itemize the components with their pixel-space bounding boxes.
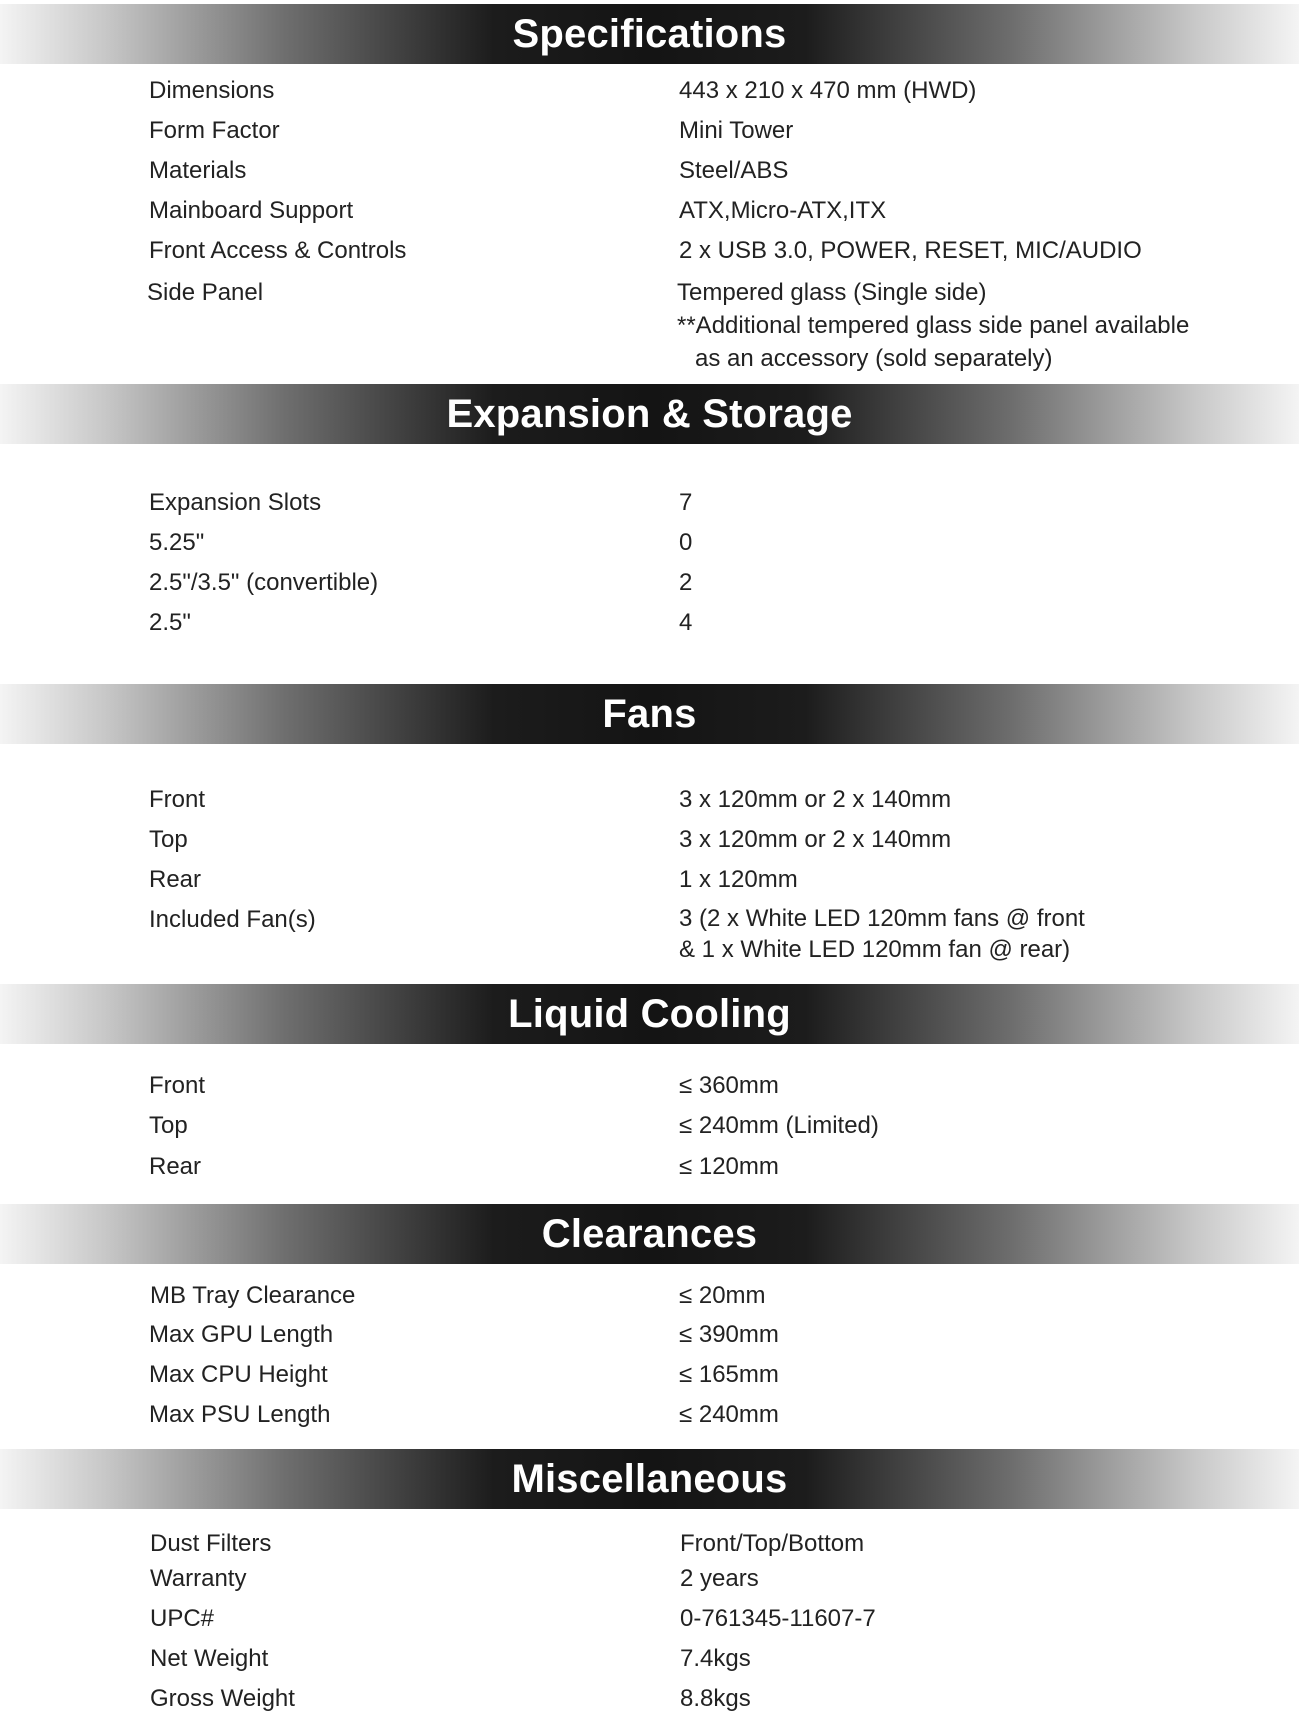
spec-value: Steel/ABS [679, 157, 789, 184]
spec-label: Included Fan(s) [149, 906, 316, 933]
section-header-fans [0, 684, 1299, 744]
section-header-expansion-storage [0, 384, 1299, 444]
spec-value: ≤ 165mm [679, 1361, 779, 1388]
spec-value: 2 x USB 3.0, POWER, RESET, MIC/AUDIO [679, 237, 1142, 264]
section-title: Clearances [541, 1212, 758, 1256]
spec-value: 443 x 210 x 470 mm (HWD) [679, 77, 977, 104]
spec-value: ≤ 20mm [679, 1282, 766, 1309]
spec-value: 0 [679, 529, 693, 556]
spec-value: 0-761345-11607-7 [680, 1605, 876, 1632]
spec-value: 2 [679, 569, 693, 596]
spec-value-line: **Additional tempered glass side panel available [677, 312, 1190, 339]
spec-label: Expansion Slots [149, 489, 322, 516]
spec-value [679, 903, 1085, 965]
section-title: Specifications [512, 12, 787, 56]
spec-value: 4 [679, 609, 693, 636]
spec-value: ≤ 360mm [679, 1072, 779, 1099]
spec-label: Max GPU Length [149, 1321, 334, 1348]
spec-value: ≤ 390mm [679, 1321, 779, 1348]
spec-label: MB Tray Clearance [150, 1282, 356, 1309]
spec-value: 7 [679, 489, 693, 516]
spec-label: 2.5"/3.5" (convertible) [149, 569, 379, 596]
spec-label: Side Panel [147, 279, 264, 306]
spec-value: 1 x 120mm [679, 866, 798, 893]
spec-label: Front [149, 786, 206, 813]
spec-label: Dimensions [149, 77, 275, 104]
spec-value [677, 276, 1189, 375]
spec-label: 2.5" [149, 609, 191, 636]
spec-value: Front/Top/Bottom [680, 1530, 865, 1557]
spec-value: ATX,Micro-ATX,ITX [679, 197, 887, 224]
section-header-specifications [0, 4, 1299, 64]
spec-value: 7.4kgs [680, 1645, 751, 1672]
spec-label: Mainboard Support [149, 197, 354, 224]
spec-value-line: & 1 x White LED 120mm fan @ rear) [679, 936, 1071, 963]
spec-value-line: Tempered glass (Single side) [677, 279, 987, 306]
spec-label: Rear [149, 866, 202, 893]
spec-label: Form Factor [149, 117, 280, 144]
spec-value: ≤ 120mm [679, 1153, 779, 1180]
spec-value: 8.8kgs [680, 1685, 751, 1712]
spec-label: Gross Weight [150, 1685, 295, 1712]
spec-label: Top [149, 826, 188, 853]
section-header-liquid-cooling [0, 984, 1299, 1044]
spec-label: Max PSU Length [149, 1401, 331, 1428]
spec-value: Mini Tower [679, 117, 794, 144]
spec-label: Materials [149, 157, 247, 184]
spec-value: 2 years [680, 1565, 759, 1592]
spec-label: UPC# [150, 1605, 215, 1632]
section-header-clearances [0, 1204, 1299, 1264]
spec-value-line: 3 (2 x White LED 120mm fans @ front [679, 905, 1085, 932]
spec-value: ≤ 240mm (Limited) [679, 1112, 879, 1139]
spec-value-line: as an accessory (sold separately) [695, 345, 1053, 372]
spec-value: ≤ 240mm [679, 1401, 779, 1428]
spec-label: Front Access & Controls [149, 237, 407, 264]
spec-label: Rear [149, 1153, 202, 1180]
spec-label: Front [149, 1072, 206, 1099]
spec-label: 5.25" [149, 529, 205, 556]
spec-label: Dust Filters [150, 1530, 272, 1557]
section-title: Liquid Cooling [508, 992, 791, 1036]
spec-label: Net Weight [150, 1645, 269, 1672]
spec-label: Top [149, 1112, 188, 1139]
section-header-miscellaneous [0, 1449, 1299, 1509]
spec-label: Warranty [150, 1565, 247, 1592]
spec-label: Max CPU Height [149, 1361, 328, 1388]
section-title: Miscellaneous [511, 1457, 788, 1501]
spec-value: 3 x 120mm or 2 x 140mm [679, 826, 952, 853]
spec-value: 3 x 120mm or 2 x 140mm [679, 786, 952, 813]
section-title: Expansion & Storage [446, 392, 853, 436]
section-title: Fans [602, 692, 697, 736]
